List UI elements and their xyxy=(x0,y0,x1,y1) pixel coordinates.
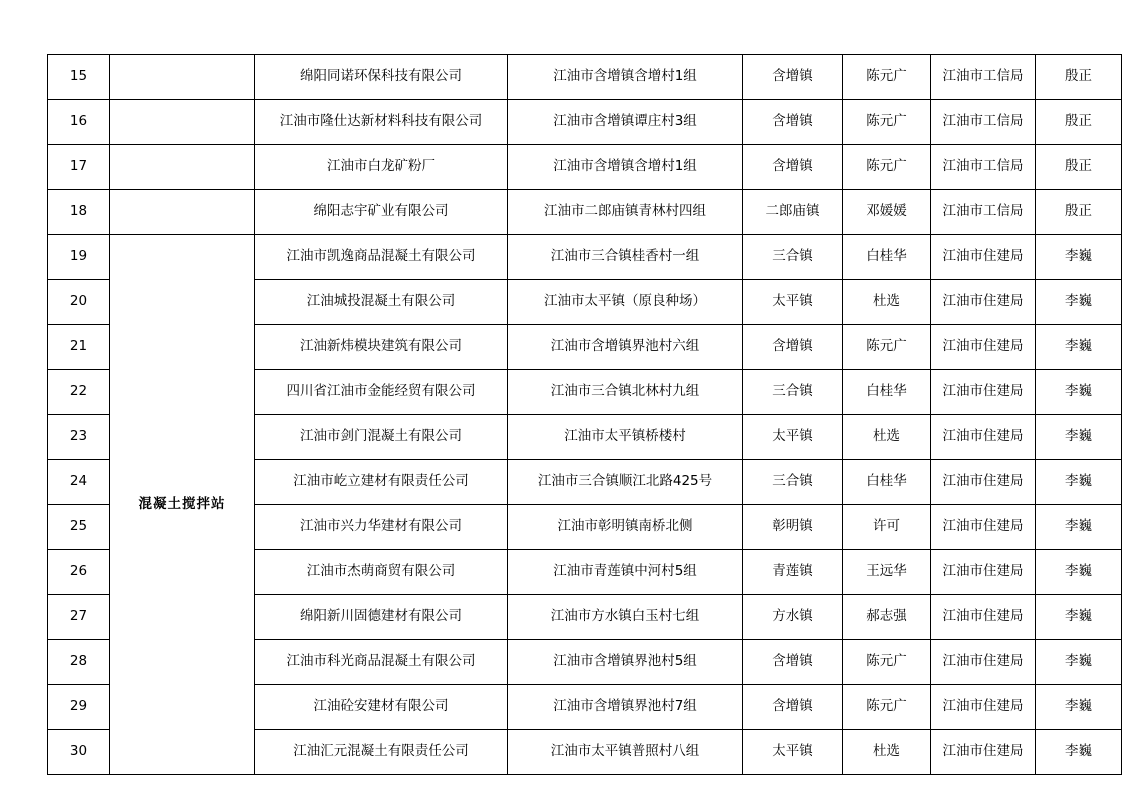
cell-index: 19 xyxy=(48,235,110,280)
cell-company-name: 江油汇元混凝土有限责任公司 xyxy=(255,730,508,775)
cell-department: 江油市工信局 xyxy=(931,190,1036,235)
cell-contact-person: 邓媛媛 xyxy=(843,190,931,235)
cell-town: 方水镇 xyxy=(743,595,843,640)
cell-town: 含增镇 xyxy=(743,55,843,100)
cell-address: 江油市含增镇含增村1组 xyxy=(508,55,743,100)
cell-company-name: 绵阳志宇矿业有限公司 xyxy=(255,190,508,235)
table-row xyxy=(48,55,1122,100)
cell-town: 含增镇 xyxy=(743,640,843,685)
cell-contact-person: 陈元广 xyxy=(843,100,931,145)
cell-contact-person: 陈元广 xyxy=(843,325,931,370)
cell-company-name: 江油市白龙矿粉厂 xyxy=(255,145,508,190)
cell-leader: 李巍 xyxy=(1036,550,1122,595)
cell-company-name: 江油市杰萌商贸有限公司 xyxy=(255,550,508,595)
cell-contact-person: 陈元广 xyxy=(843,145,931,190)
cell-leader: 殷正 xyxy=(1036,190,1122,235)
cell-group-label: 混凝土搅拌站 xyxy=(110,235,255,775)
cell-address: 江油市二郎庙镇青林村四组 xyxy=(508,190,743,235)
cell-town: 含增镇 xyxy=(743,100,843,145)
cell-address: 江油市彰明镇南桥北侧 xyxy=(508,505,743,550)
cell-leader: 李巍 xyxy=(1036,685,1122,730)
cell-contact-person: 白桂华 xyxy=(843,370,931,415)
cell-town: 含增镇 xyxy=(743,325,843,370)
cell-company-name: 绵阳同诺环保科技有限公司 xyxy=(255,55,508,100)
cell-index: 15 xyxy=(48,55,110,100)
cell-town: 三合镇 xyxy=(743,460,843,505)
cell-leader: 李巍 xyxy=(1036,415,1122,460)
cell-department: 江油市工信局 xyxy=(931,55,1036,100)
cell-company-name: 江油市兴力华建材有限公司 xyxy=(255,505,508,550)
cell-index: 26 xyxy=(48,550,110,595)
cell-town: 三合镇 xyxy=(743,235,843,280)
cell-index: 21 xyxy=(48,325,110,370)
cell-department: 江油市住建局 xyxy=(931,640,1036,685)
cell-company-name: 江油砼安建材有限公司 xyxy=(255,685,508,730)
cell-address: 江油市方水镇白玉村七组 xyxy=(508,595,743,640)
cell-department: 江油市住建局 xyxy=(931,415,1036,460)
cell-department: 江油市住建局 xyxy=(931,550,1036,595)
cell-department: 江油市住建局 xyxy=(931,685,1036,730)
cell-address: 江油市青莲镇中河村5组 xyxy=(508,550,743,595)
cell-leader: 殷正 xyxy=(1036,145,1122,190)
cell-town: 太平镇 xyxy=(743,730,843,775)
cell-company-name: 江油市科光商品混凝土有限公司 xyxy=(255,640,508,685)
cell-index: 24 xyxy=(48,460,110,505)
cell-department: 江油市住建局 xyxy=(931,235,1036,280)
cell-address: 江油市含增镇界池村7组 xyxy=(508,685,743,730)
cell-leader: 李巍 xyxy=(1036,640,1122,685)
cell-department: 江油市住建局 xyxy=(931,460,1036,505)
cell-town: 太平镇 xyxy=(743,280,843,325)
table-body xyxy=(48,55,1122,775)
cell-address: 江油市三合镇北林村九组 xyxy=(508,370,743,415)
cell-town: 二郎庙镇 xyxy=(743,190,843,235)
cell-group-empty xyxy=(110,100,255,145)
cell-company-name: 江油市屹立建材有限责任公司 xyxy=(255,460,508,505)
cell-index: 25 xyxy=(48,505,110,550)
cell-group-empty xyxy=(110,190,255,235)
cell-leader: 殷正 xyxy=(1036,100,1122,145)
cell-department: 江油市住建局 xyxy=(931,505,1036,550)
cell-index: 27 xyxy=(48,595,110,640)
cell-contact-person: 王远华 xyxy=(843,550,931,595)
cell-contact-person: 白桂华 xyxy=(843,460,931,505)
cell-index: 23 xyxy=(48,415,110,460)
cell-leader: 李巍 xyxy=(1036,235,1122,280)
cell-town: 彰明镇 xyxy=(743,505,843,550)
cell-index: 18 xyxy=(48,190,110,235)
cell-index: 29 xyxy=(48,685,110,730)
cell-leader: 殷正 xyxy=(1036,55,1122,100)
cell-contact-person: 郝志强 xyxy=(843,595,931,640)
cell-leader: 李巍 xyxy=(1036,505,1122,550)
cell-contact-person: 许可 xyxy=(843,505,931,550)
cell-department: 江油市住建局 xyxy=(931,280,1036,325)
cell-town: 含增镇 xyxy=(743,145,843,190)
cell-index: 20 xyxy=(48,280,110,325)
cell-company-name: 江油市隆仕达新材料科技有限公司 xyxy=(255,100,508,145)
cell-address: 江油市含增镇界池村六组 xyxy=(508,325,743,370)
cell-leader: 李巍 xyxy=(1036,280,1122,325)
cell-company-name: 绵阳新川固德建材有限公司 xyxy=(255,595,508,640)
table-row xyxy=(48,145,1122,190)
cell-index: 22 xyxy=(48,370,110,415)
cell-company-name: 江油新炜模块建筑有限公司 xyxy=(255,325,508,370)
cell-contact-person: 陈元广 xyxy=(843,640,931,685)
cell-address: 江油市太平镇普照村八组 xyxy=(508,730,743,775)
cell-contact-person: 白桂华 xyxy=(843,235,931,280)
cell-index: 28 xyxy=(48,640,110,685)
table-row xyxy=(48,190,1122,235)
cell-contact-person: 杜选 xyxy=(843,280,931,325)
enterprise-table xyxy=(47,54,1122,775)
cell-department: 江油市住建局 xyxy=(931,370,1036,415)
cell-address: 江油市三合镇顺江北路425号 xyxy=(508,460,743,505)
cell-company-name: 江油城投混凝土有限公司 xyxy=(255,280,508,325)
cell-town: 三合镇 xyxy=(743,370,843,415)
cell-company-name: 四川省江油市金能经贸有限公司 xyxy=(255,370,508,415)
cell-index: 30 xyxy=(48,730,110,775)
cell-town: 青莲镇 xyxy=(743,550,843,595)
cell-leader: 李巍 xyxy=(1036,325,1122,370)
cell-leader: 李巍 xyxy=(1036,370,1122,415)
cell-group-empty xyxy=(110,145,255,190)
table-row xyxy=(48,100,1122,145)
cell-contact-person: 杜选 xyxy=(843,415,931,460)
cell-address: 江油市含增镇界池村5组 xyxy=(508,640,743,685)
cell-contact-person: 杜选 xyxy=(843,730,931,775)
cell-town: 含增镇 xyxy=(743,685,843,730)
cell-address: 江油市太平镇（原良种场） xyxy=(508,280,743,325)
cell-department: 江油市住建局 xyxy=(931,325,1036,370)
cell-leader: 李巍 xyxy=(1036,460,1122,505)
cell-contact-person: 陈元广 xyxy=(843,685,931,730)
cell-address: 江油市含增镇谭庄村3组 xyxy=(508,100,743,145)
cell-town: 太平镇 xyxy=(743,415,843,460)
cell-address: 江油市含增镇含增村1组 xyxy=(508,145,743,190)
cell-department: 江油市住建局 xyxy=(931,595,1036,640)
cell-department: 江油市住建局 xyxy=(931,730,1036,775)
cell-index: 17 xyxy=(48,145,110,190)
cell-leader: 李巍 xyxy=(1036,595,1122,640)
cell-index: 16 xyxy=(48,100,110,145)
cell-company-name: 江油市凯逸商品混凝土有限公司 xyxy=(255,235,508,280)
cell-department: 江油市工信局 xyxy=(931,100,1036,145)
cell-leader: 李巍 xyxy=(1036,730,1122,775)
cell-company-name: 江油市剑门混凝土有限公司 xyxy=(255,415,508,460)
cell-address: 江油市三合镇桂香村一组 xyxy=(508,235,743,280)
cell-contact-person: 陈元广 xyxy=(843,55,931,100)
cell-department: 江油市工信局 xyxy=(931,145,1036,190)
table-row xyxy=(48,235,1122,280)
cell-address: 江油市太平镇桥楼村 xyxy=(508,415,743,460)
cell-group-empty xyxy=(110,55,255,100)
